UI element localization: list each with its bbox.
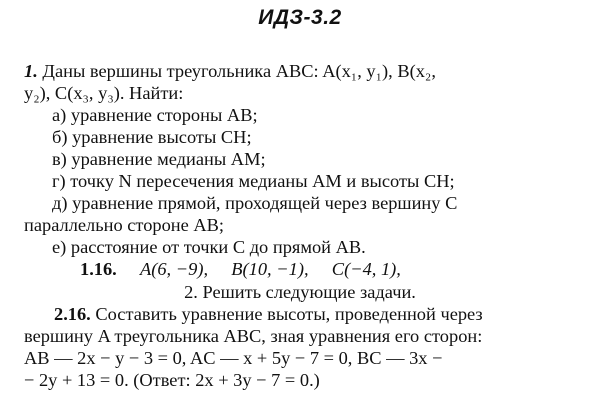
task1-number: 1. — [24, 61, 38, 81]
variant-number: 1.16. — [80, 259, 117, 279]
document-title: ИДЗ-3.2 — [258, 6, 342, 29]
problem-text-2: вершину A треугольника ABC, зная уравнения его сторон: — [24, 326, 483, 346]
task2-heading-text: Решить следующие задачи. — [202, 282, 416, 302]
task1-item-g: г) точку N пересечения медианы AM и высоты CH; — [52, 171, 455, 191]
task1-item-e: е) расстояние от точки C до прямой AB. — [52, 237, 366, 257]
variant-1-16 — [80, 258, 401, 280]
task1-item-d-continued: параллельно стороне AB; — [24, 215, 225, 235]
task1-line-1 — [24, 60, 436, 82]
point-a: A(6, −9), — [140, 259, 209, 279]
task1-text-1: Даны вершины треугольника ABC: A(x₁, y₁), B(x₂, — [42, 61, 436, 81]
task1-item-v: в) уравнение медианы AM; — [52, 149, 266, 169]
problem-equations-1: AB — 2x − y − 3 = 0, AC — x + 5y − 7 = 0, BC — 3x − — [24, 348, 443, 368]
point-b: B(10, −1), — [231, 259, 309, 279]
task1-item-b: б) уравнение высоты CH; — [52, 127, 252, 147]
task1-text-2: y₂), C(x₃, y₃). Найти: — [24, 83, 184, 103]
task1-item-d: д) уравнение прямой, проходящей через вершину C — [52, 193, 458, 213]
task2-heading — [0, 281, 600, 303]
task1-item-a: а) уравнение стороны AB; — [52, 105, 258, 125]
problem-2-16-line-1 — [54, 303, 483, 325]
point-c: C(−4, 1), — [331, 259, 401, 279]
task2-number: 2. — [184, 282, 198, 302]
problem-equations-2: − 2y + 13 = 0. (Ответ: 2x + 3y − 7 = 0.) — [24, 370, 320, 390]
problem-number: 2.16. — [54, 304, 91, 324]
problem-text-1: Составить уравнение высоты, проведенной через — [95, 304, 483, 324]
